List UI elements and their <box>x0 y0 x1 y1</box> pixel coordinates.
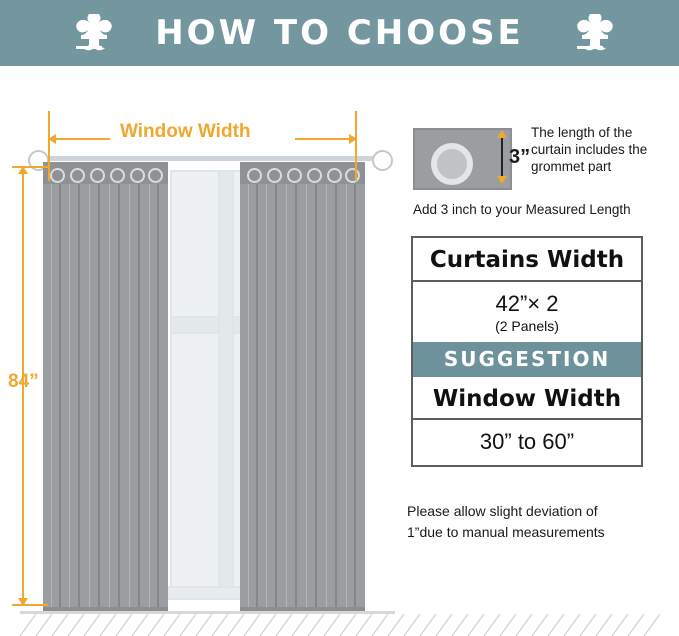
curtain-panel-left <box>43 162 168 612</box>
curtain-height-measure-label: 84” <box>8 371 39 392</box>
curtain-panel-right <box>240 162 365 612</box>
width-extension-line-left <box>48 111 50 181</box>
card-curtains-width-label: Curtains Width <box>413 238 641 282</box>
size-suggestion-card <box>411 236 643 467</box>
arrowhead-left <box>48 134 56 144</box>
curtain-diagram <box>0 66 400 636</box>
card-window-width-range: 30” to 60” <box>479 429 575 454</box>
deviation-footnote <box>407 501 665 543</box>
grommet-icon <box>247 168 262 183</box>
grommet-icon <box>287 168 302 183</box>
grommet-icon <box>267 168 282 183</box>
measured-length-note: Add 3 inch to your Measured Length <box>413 202 631 217</box>
grommet-icon <box>345 168 360 183</box>
grommet-icon <box>90 168 105 183</box>
card-curtains-width-value: 42”× 2 <box>495 291 559 316</box>
grommet-icon <box>110 168 125 183</box>
arrowhead-right <box>349 134 357 144</box>
panel-header-band <box>43 162 168 184</box>
arrowhead-down <box>497 176 507 184</box>
panel-header-band <box>240 162 365 184</box>
rod-finial-right <box>372 150 393 171</box>
window-mullion-vertical <box>218 170 234 594</box>
grommet-caption: The length of the curtain includes the grommet part <box>531 125 648 174</box>
width-arrow-left <box>48 138 110 140</box>
grommet-dimension-line <box>501 132 503 182</box>
page-title: HOW TO CHOOSE <box>155 13 524 53</box>
fleur-de-lis-icon <box>563 12 617 56</box>
window-width-measure-label: Window Width <box>120 121 251 142</box>
footnote-line-1: Please allow slight deviation of <box>407 503 598 519</box>
width-arrow-right <box>295 138 357 140</box>
grommet-icon <box>50 168 65 183</box>
grommet-icon <box>307 168 322 183</box>
header-banner <box>0 0 679 66</box>
grommet-icon <box>431 143 473 185</box>
arrowhead-up <box>18 166 28 174</box>
grommet-icon <box>130 168 145 183</box>
grommet-icon <box>70 168 85 183</box>
width-extension-line-right <box>355 111 357 181</box>
arrowhead-down <box>18 598 28 606</box>
card-panels-note: (2 Panels) <box>495 318 559 334</box>
arrowhead-up <box>497 130 507 138</box>
footnote-line-2: 1”due to manual measurements <box>407 524 605 540</box>
info-column <box>405 66 667 636</box>
card-suggestion-banner: SUGGESTION <box>413 342 641 377</box>
grommet-dimension-label: 3” <box>509 146 531 168</box>
card-window-width-label: Window Width <box>413 377 641 420</box>
curtain-rod <box>30 156 385 161</box>
grommet-icon <box>148 168 163 183</box>
grommet-icon <box>327 168 342 183</box>
